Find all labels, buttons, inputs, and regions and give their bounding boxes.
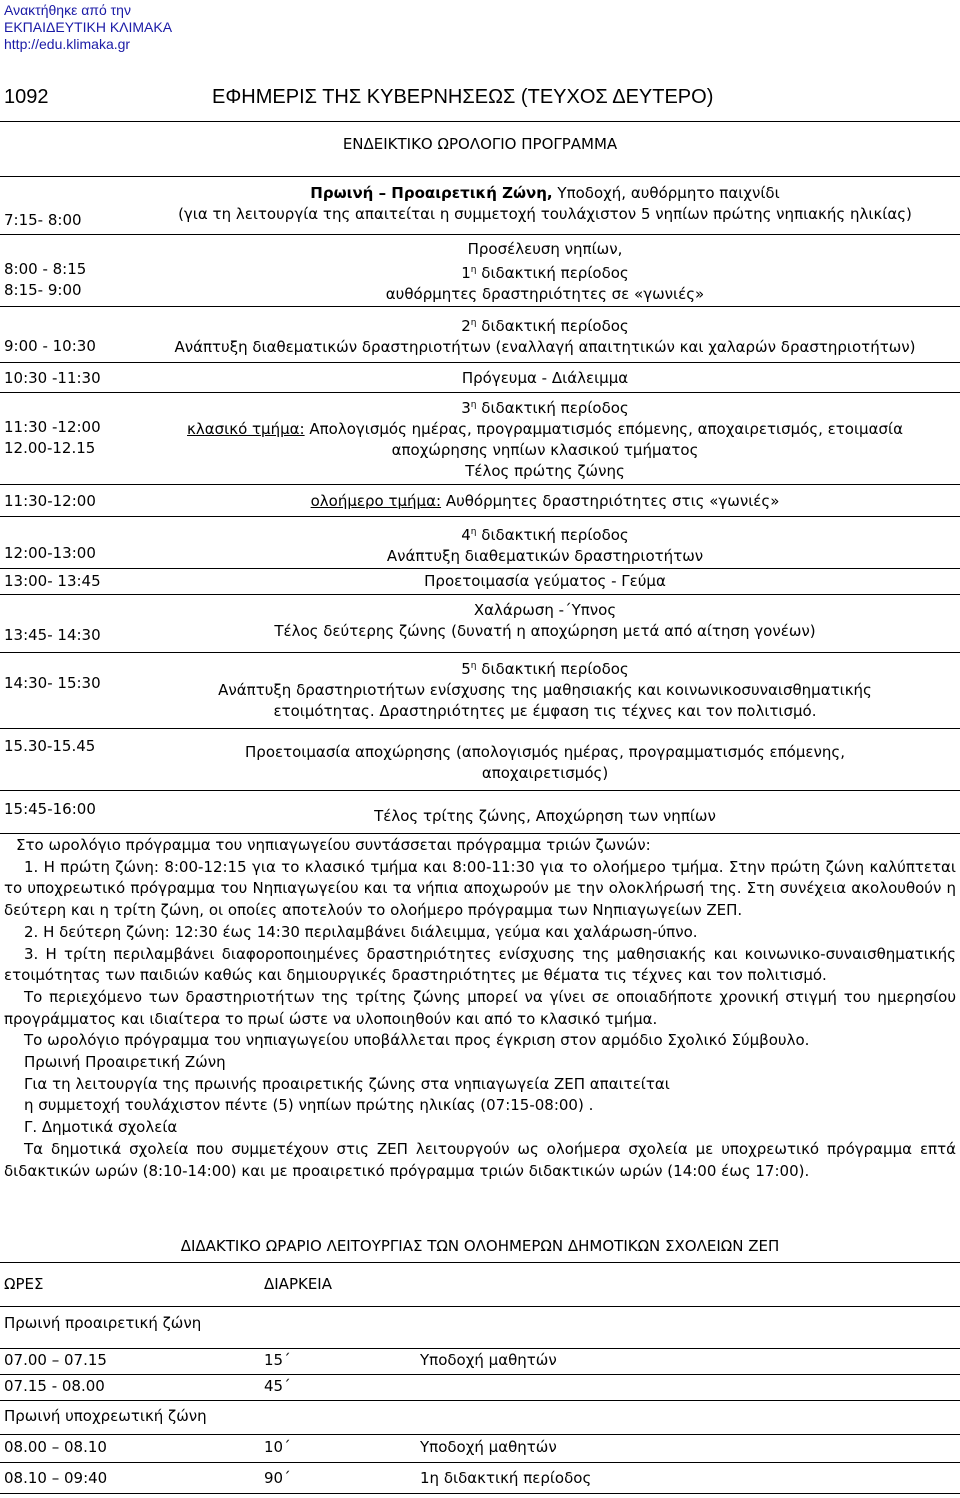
row-time: 07.00 – 07.15: [4, 1351, 107, 1369]
hours-table-header: [0, 1262, 960, 1307]
row-activity: Υποδοχή μαθητών: [420, 1438, 557, 1456]
schedule-row: [0, 790, 960, 834]
col-hours-header: ΩΡΕΣ: [4, 1275, 44, 1293]
row-time: 11:30-12:00: [4, 492, 96, 510]
row-time: 11:30 -12:00 12.00-12.15: [4, 418, 101, 457]
schedule-row: [0, 728, 960, 791]
schedule-row: [0, 516, 960, 569]
morning-zone-paragraph: Για τη λειτουργία της πρωινής προαιρετικής ζώνης στα νηπιαγωγεία ΖΕΠ απαιτείται: [24, 1074, 670, 1093]
primary-schools-heading: Γ. Δημοτικά σχολεία: [24, 1118, 178, 1137]
schedule-title: ΕΝΔΕΙΚΤΙΚΟ ΩΡΟΛΟΓΙΟ ΠΡΟΓΡΑΜΜΑ: [342, 135, 618, 153]
morning-zone-heading: Πρωινή Προαιρετική Ζώνη: [24, 1053, 226, 1072]
table-row: [0, 1374, 960, 1401]
source-line-1: Ανακτήθηκε από την: [4, 2, 131, 18]
approval-paragraph: Το ωρολόγιο πρόγραμμα του νηπιαγωγείου υποβάλλεται προς έγκριση στον αρμόδιο Σχολικό Σύμβουλο.: [24, 1031, 810, 1050]
row-duration: 10΄: [264, 1438, 291, 1456]
row-time: 8:00 - 8:15 8:15- 9:00: [4, 260, 87, 299]
table-row: [0, 1348, 960, 1375]
hours-table-title: ΔΙΔΑΚΤΙΚΟ ΩΡΑΡΙΟ ΛΕΙΤΟΥΡΓΙΑΣ ΤΩΝ ΟΛΟΗΜΕΡΩΝ ΔΗΜΟΤΙΚΩΝ ΣΧΟΛΕΙΩΝ ΖΕΠ: [180, 1237, 780, 1255]
row-time: 12:00-13:00: [4, 544, 96, 562]
row-activity: 1η διδακτική περίοδος: [420, 1469, 592, 1487]
gazette-title: ΕΦΗΜΕΡΙΣ ΤΗΣ ΚΥΒΕΡΝΗΣΕΩΣ (ΤΕΥΧΟΣ ΔΕΥΤΕΡΟ): [212, 86, 714, 108]
morning-zone-paragraph-2: η συμμετοχή τουλάχιστον πέντε (5) νηπίων πρώτης ηλικίας (07:15-08:00) .: [24, 1096, 594, 1115]
row-time: 08.10 – 09:40: [4, 1469, 108, 1487]
zone-item-2: 2. Η δεύτερη ζώνη: 12:30 έως 14:30 περιλαμβάνει διάλειμμα, γεύμα και χαλάρωση-ύπνο.: [24, 922, 698, 941]
section-label: Πρωινή υποχρεωτική ζώνη: [4, 1407, 207, 1425]
schedule-row: [0, 652, 960, 729]
zone-item-3: 3. Η τρίτη περιλαμβάνει διαφοροποιημένες δραστηριότητες ενίσχυσης της μαθησιακής και κοινωνικο-συναισθηματικής ετοιμότητας των παιδιών καθώς και δημιουργικές δραστηριότητες με θέματα τις τέχνες και τον πολιτισμό.: [4, 944, 956, 985]
row-description: Προετοιμασία γεύματος - Γεύμα: [424, 572, 666, 590]
row-time: 08.00 – 08.10: [4, 1438, 107, 1456]
primary-schools-paragraph: Τα δημοτικά σχολεία που συμμετέχουν στις ΖΕΠ λειτουργούν ως ολοήμερα σχολεία με υποχρεωτικό πρόγραμμα επτά διδακτικών ωρών (8:10-14:00) και με προαιρετικό πρόγραμμα τριών διδακτικών ωρών (14:00 έως 17:00).: [4, 1139, 956, 1180]
source-line-2: ΕΚΠΑΙΔΕΥΤΙΚΗ ΚΛΙΜΑΚΑ: [4, 19, 173, 35]
body-text: [4, 835, 956, 1182]
row-time: 15:45-16:00: [4, 800, 96, 818]
row-description: Τέλος τρίτης ζώνης, Αποχώρηση των νηπίων: [374, 807, 716, 825]
row-time: 07.15 - 08.00: [4, 1377, 105, 1395]
zone-item-1: 1. Η πρώτη ζώνη: 8:00-12:15 για το κλασικό τμήμα και 8:00-11:30 για το ολοήμερο τμήμα. Στην πρώτη ζώνη καλύπτεται το υποχρεωτικό πρόγραμμα του Νηπιαγωγείου και τα νήπια αποχωρούν με την ολοκλήρωσή της. Στη συνέχεια ακολουθούν η δεύτερη και η τρίτη ζώνη, οι οποίες αποτελούν το ολοήμερο πρόγραμμα των Νηπιαγωγείων ΖΕΠ.: [4, 857, 956, 920]
row-description: $5^\eta$ διδακτική περίοδος Ανάπτυξη δραστηριοτήτων ενίσχυσης της μαθησιακής και κοινωνικοσυναισθηματικής ετοιμότητας. Δραστηριότητες με έμφαση τις τέχνες και τον πολιτισμό.: [218, 660, 872, 720]
row-activity: Υποδοχή μαθητών: [420, 1351, 557, 1369]
row-time: 10:30 -11:30: [4, 369, 101, 387]
source-note: [4, 2, 172, 53]
schedule-row: [0, 176, 960, 235]
row-description: $2^\eta$ διδακτική περίοδος Ανάπτυξη διαθεματικών δραστηριοτήτων (εναλλαγή απαιτητικών και χαλαρών δραστηριοτήτων): [174, 317, 916, 356]
hours-table-section: [0, 1400, 960, 1435]
schedule-row: [0, 362, 960, 393]
row-time: 13:00- 13:45: [4, 572, 101, 590]
schedule-row: [0, 306, 960, 363]
row-description: Χαλάρωση -΄Υπνος Τέλος δεύτερης ζώνης (δυνατή η αποχώρηση μετά από αίτηση γονέων): [274, 601, 816, 640]
schedule-row: [0, 484, 960, 517]
row-description: Πρόγευμα - Διάλειμμα: [461, 369, 629, 387]
table-row: [0, 1462, 960, 1494]
row-duration: 45΄: [264, 1377, 291, 1395]
row-duration: 15΄: [264, 1351, 291, 1369]
header-rule: [0, 121, 960, 122]
row-time: 13:45- 14:30: [4, 626, 101, 644]
row-time: 15.30-15.45: [4, 737, 96, 755]
row-description: Πρωινή – Προαιρετική Ζώνη, Υποδοχή, αυθόρμητο παιχνίδι (για τη λειτουργία της απαιτείται η συμμετοχή τουλάχιστον 5 νηπίων πρώτης νηπιακής ηλικίας): [178, 184, 912, 223]
hours-table-section: [0, 1306, 960, 1349]
row-time: 7:15- 8:00: [4, 211, 82, 229]
third-zone-paragraph: Το περιεχόμενο των δραστηριοτήτων της τρίτης ζώνης μπορεί να γίνει σε οποιαδήποτε χρονική στιγμή του ημερησίου προγράμματος και ιδιαίτερα το πρωί ώστε να υλοποιηθούν και από το κλασικό τμήμα.: [4, 987, 956, 1028]
row-description: $3^\eta$ διδακτική περίοδος κλασικό τμήμα: Απολογισμός ημέρας, προγραμματισμός επόμενης, αποχαιρετισμός, ετοιμασία αποχώρησης νηπίων κλασικού τμήματος Τέλος πρώτης ζώνης: [187, 399, 903, 480]
table-row: [0, 1434, 960, 1463]
row-time: 9:00 - 10:30: [4, 337, 96, 355]
schedule-row: [0, 568, 960, 595]
page-number: 1092: [4, 86, 49, 108]
schedule-row: [0, 594, 960, 653]
row-description: Προετοιμασία αποχώρησης (απολογισμός ημέρας, προγραμματισμός επόμενης, αποχαιρετισμός): [245, 743, 845, 782]
intro-paragraph: Στο ωρολόγιο πρόγραμμα του νηπιαγωγείου συντάσσεται πρόγραμμα τριών ζωνών:: [16, 836, 651, 854]
schedule-row: [0, 392, 960, 485]
row-description: $4^\eta$ διδακτική περίοδος Ανάπτυξη διαθεματικών δραστηριοτήτων: [386, 526, 704, 565]
section-label: Πρωινή προαιρετική ζώνη: [4, 1314, 202, 1332]
row-description: ολοήμερο τμήμα: Αυθόρμητες δραστηριότητες στις «γωνιές»: [310, 492, 780, 510]
row-duration: 90΄: [264, 1469, 291, 1487]
row-description: Προσέλευση νηπίων, $1^\eta$ διδακτική περίοδος αυθόρμητες δραστηριότητες σε «γωνιές»: [385, 240, 705, 303]
row-time: 14:30- 15:30: [4, 674, 101, 692]
source-line-3: http://edu.klimaka.gr: [4, 36, 131, 52]
col-duration-header: ΔΙΑΡΚΕΙΑ: [264, 1275, 332, 1293]
schedule-row: [0, 234, 960, 307]
